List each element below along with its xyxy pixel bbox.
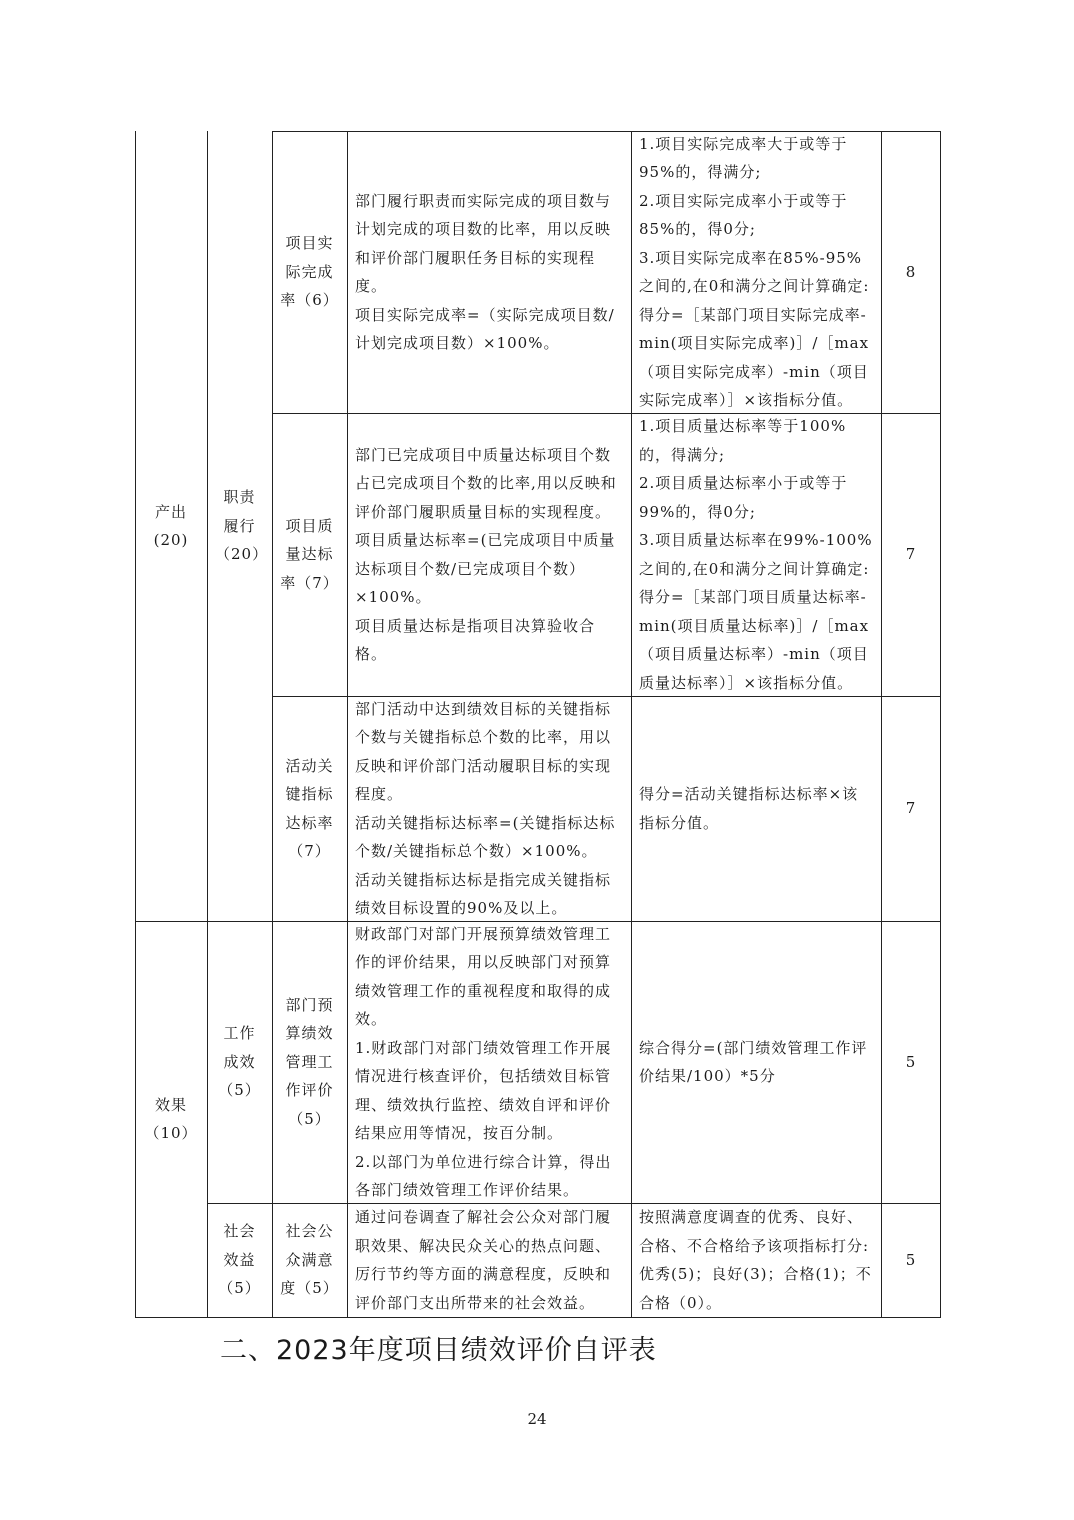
indicator-budget-performance: 部门预 算绩效 管理工 作评价 （5）: [285, 995, 334, 1128]
criteria-quality-rate: 1.项目质量达标率等于100%的，得满分; 2.项目质量达标率小于或等于99%的，得0分; 3.项目质量达标率在99%-100%之间的,在0和满分之间计算确定:得分=［某部门项目质量达标率-min(项目质量达标率)］/［max（项目质量达标率）-min（项目质量达标率）］×该指标分值。: [639, 417, 873, 692]
section-heading: 二、2023年度项目绩效评价自评表: [220, 1335, 657, 1366]
description-quality-rate: 部门已完成项目中质量达标项目个数占已完成项目个数的比率,用以反映和评价部门履职质量目标的实现程度。 项目质量达标率=(已完成项目中质量达标项目个数/已完成项目个数）×100%。 项目质量达标是指项目决算验收合格。: [355, 445, 617, 663]
table-border: [135, 1317, 941, 1318]
score-key-metric-rate: 7: [905, 799, 917, 818]
table-border: [135, 921, 941, 922]
score-quality-rate: 7: [905, 545, 917, 564]
subcategory-duty: 职责 履行 （20）: [215, 488, 269, 564]
score-budget-performance: 5: [905, 1052, 917, 1071]
table-border: [881, 131, 882, 1318]
table-border: [272, 413, 941, 414]
indicator-completion-rate: 项目实 际完成 率（6）: [280, 234, 339, 310]
criteria-completion-rate: 1.项目实际完成率大于或等于95%的，得满分; 2.项目实际完成率小于或等于85%的，得0分; 3.项目实际完成率在85%-95%之间的,在0和满分之间计算确定:得分=［某部门项目实际完成率-min(项目实际完成率)］/［max（项目实际完成率）-min（项目实际完成率）］×该指标分值。: [639, 134, 870, 409]
table-border: [347, 131, 348, 1318]
subcategory-work-effect: 工作 成效 （5）: [218, 1024, 261, 1100]
criteria-budget-performance: 综合得分=(部门绩效管理工作评价结果/100）*5分: [639, 1038, 868, 1085]
table-border: [207, 131, 208, 1318]
table-border: [631, 131, 632, 1318]
table-border: [272, 131, 273, 1318]
indicator-key-metric-rate: 活动关 键指标 达标率 （7）: [285, 756, 334, 860]
indicator-quality-rate: 项目质 量达标 率（7）: [280, 516, 339, 592]
table-border: [272, 131, 941, 132]
description-completion-rate: 部门履行职责而实际完成的项目数与计划完成的项目数的比率，用以反映和评价部门履职任务目标的实现程度。 项目实际完成率=（实际完成项目数/计划完成项目数）×100%。: [355, 191, 615, 352]
table-border: [940, 131, 941, 1318]
criteria-public-satisfaction: 按照满意度调查的优秀、良好、合格、不合格给予该项指标打分:优秀(5)；良好(3)；合格(1)；不合格（0）。: [639, 1208, 872, 1312]
criteria-key-metric-rate: 得分=活动关键指标达标率×该指标分值。: [639, 785, 859, 832]
page-number: 24: [527, 1410, 547, 1428]
description-public-satisfaction: 通过问卷调查了解社会公众对部门履职效果、解决民众关心的热点问题、厉行节约等方面的满意程度，反映和评价部门支出所带来的社会效益。: [355, 1208, 612, 1312]
score-completion-rate: 8: [905, 262, 917, 281]
score-public-satisfaction: 5: [905, 1250, 917, 1269]
category-output: 产出 (20): [153, 502, 189, 549]
description-key-metric-rate: 部门活动中达到绩效目标的关键指标个数与关键指标总个数的比率，用以反映和评价部门活动履职目标的实现程度。 活动关键指标达标率=(关键指标达标个数/关键指标总个数）×100%。 活动关键指标达标是指完成关键指标绩效目标设置的90%及以上。: [355, 699, 616, 917]
indicator-public-satisfaction: 社会公 众满意 度（5）: [280, 1222, 339, 1298]
subcategory-social-benefit: 社会 效益 （5）: [218, 1222, 261, 1298]
description-budget-performance: 财政部门对部门开展预算绩效管理工作的评价结果，用以反映部门对预算绩效管理工作的重视程度和取得的成效。 1.财政部门对部门绩效管理工作开展情况进行核查评价，包括绩效目标管理、绩效执行监控、绩效自评和评价结果应用等情况，按百分制。 2.以部门为单位进行综合计算，得出各部门绩效管理工作评价结果。: [355, 924, 612, 1199]
category-effect: 效果 （10）: [144, 1095, 198, 1142]
table-border: [207, 1203, 941, 1204]
table-border: [272, 696, 941, 697]
table-border: [135, 131, 136, 1318]
